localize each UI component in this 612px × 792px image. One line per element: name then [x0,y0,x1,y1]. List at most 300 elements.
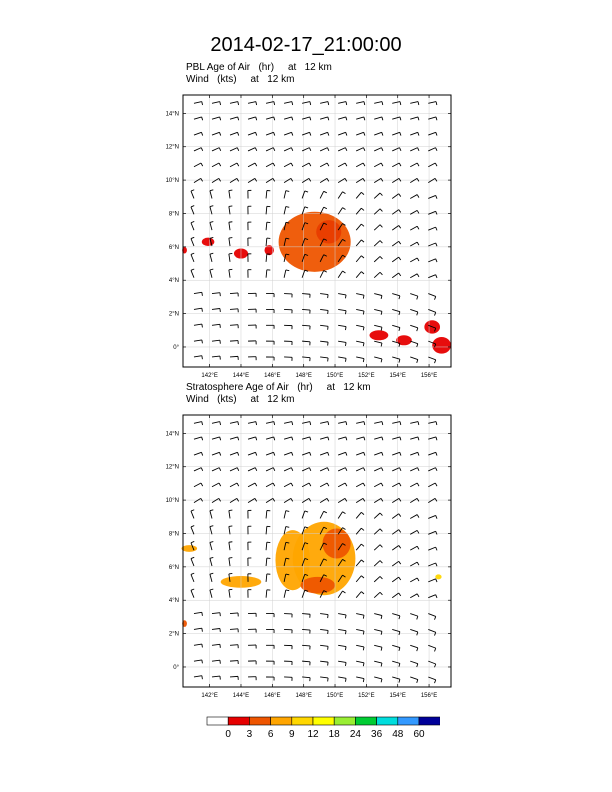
y-tick-label: 2°N [168,311,179,318]
wind-barb-feather [363,163,365,166]
wind-barb [284,148,293,151]
wind-barb-feather [305,207,308,208]
wind-barb-shaft [212,163,219,167]
wind-barb-shaft [320,483,327,487]
wind-barb-feather [210,526,213,527]
wind-barb-shaft [210,558,212,566]
wind-barb-shaft [194,437,202,439]
wind-barb-feather [202,308,203,311]
wind-barb [229,558,232,566]
wind-barb [230,613,238,616]
wind-barb-shaft [284,590,286,598]
wind-barb [248,102,257,105]
wind-barb [410,677,418,683]
wind-barb-feather [345,615,346,618]
wind-barb-feather [436,515,437,518]
wind-barb-feather [256,132,257,135]
wind-barb-shaft [410,661,418,664]
wind-barb-shaft [428,132,436,135]
wind-barb-shaft [410,163,417,167]
wind-barb-shaft [248,163,255,167]
wind-barb [338,132,347,135]
wind-barb-feather [191,589,194,590]
wind-barb-shaft [392,629,400,631]
wind-barb-shaft [374,178,381,182]
wind-barb-shaft [191,254,194,261]
wind-barb [248,422,257,425]
wind-barb-shaft [284,511,286,519]
wind-barb [194,132,203,135]
wind-barb [374,592,382,597]
wind-barb-shaft [266,254,267,262]
wind-barb [229,269,232,277]
wind-barb-feather [417,360,418,363]
wind-barb [266,590,270,598]
wind-barb-feather [436,579,437,582]
wind-barb-shaft [410,325,418,328]
y-tick-label: 4°N [168,598,179,605]
wind-barb-shaft [356,178,363,182]
wind-barb [374,341,382,346]
wind-barb-feather [237,483,239,486]
wind-barb [320,132,329,135]
wind-barb-shaft [248,178,255,182]
wind-barb-shaft [284,191,286,199]
wind-barb [284,357,292,361]
wind-barb-shaft [428,629,435,632]
wind-barb [248,558,251,566]
wind-barb [248,309,256,312]
wind-barb-shaft [428,102,436,104]
wind-barb [266,629,274,633]
wind-barb-feather [201,132,202,135]
wind-barb [191,269,194,278]
wind-barb-feather [345,358,346,361]
wind-barb-shaft [212,468,219,471]
wind-barb-shaft [210,222,212,230]
wind-barb-feather [256,102,257,105]
wind-barb-feather [345,647,346,650]
wind-barb [374,576,382,581]
wind-barb [338,498,347,502]
wind-barb [284,614,292,618]
wind-barb-shaft [210,527,212,535]
wind-barb-feather [380,513,382,516]
panel2-header-line2 [186,394,294,406]
wind-barb-shaft [284,102,292,104]
wind-barb [320,117,329,120]
colorbar-swatch [419,717,440,725]
wind-barb-feather [255,468,256,471]
wind-barb-shaft [338,645,346,646]
wind-barb [266,661,274,665]
wind-barb-shaft [230,468,237,471]
wind-barb-shaft [229,270,230,278]
wind-barb-shaft [302,178,309,182]
wind-barb-shaft [302,294,310,295]
wind-barb-feather [363,615,364,618]
y-tick-label: 6°N [168,244,179,251]
wind-barb [248,661,256,664]
wind-barb-shaft [392,309,400,311]
wind-barb-shaft [229,191,230,199]
wind-barb [374,498,383,502]
wind-barb [338,102,347,105]
wind-barb-shaft [374,309,382,311]
wind-barb [210,526,213,535]
wind-barb [392,294,400,300]
wind-barb [320,452,329,455]
wind-barb [212,452,221,455]
wind-barb-feather [345,678,346,681]
wind-barb-feather [382,117,383,120]
wind-barb-shaft [302,357,310,358]
page-title: 2014-02-17_21:00:00 [210,34,402,56]
wind-barb [284,309,292,313]
wind-barb-shaft [428,468,435,471]
wind-barb-shaft [194,132,202,135]
wind-barb [428,294,435,300]
wind-barb-feather [256,437,257,440]
wind-barb-feather [324,207,327,209]
wind-barb-feather [309,148,310,151]
wind-barb-feather [436,211,437,214]
wind-barb-feather [399,545,401,548]
y-tick-label: 12°N [165,144,179,151]
wind-barb-feather [382,452,383,455]
wind-barb [374,148,383,151]
x-tick-label: 144°E [232,373,250,379]
wind-barb [392,561,401,566]
wind-barb-shaft [302,614,310,615]
wind-barb [410,645,418,651]
wind-barb-shaft [212,102,220,104]
wind-barb-feather [400,102,401,105]
wind-barb [320,191,327,198]
wind-barb-shaft [266,526,267,534]
panel2-level: 12 km [343,382,371,393]
wind-barb-shaft [374,272,380,277]
wind-barb-feather [310,437,311,440]
wind-barb-feather [191,541,194,542]
panel2-wind-units: (kts) [217,394,237,405]
wind-barb [248,341,256,344]
wind-barb-feather [417,594,419,597]
wind-barb [284,590,289,598]
wind-barb [248,325,256,328]
wind-barb [374,561,382,566]
wind-barb-shaft [230,676,238,677]
wind-barb [356,325,364,330]
wind-barb-feather [381,296,382,299]
wind-barb-shaft [428,275,435,278]
wind-barb [191,557,194,566]
wind-barb-shaft [410,195,417,199]
wind-barb-shaft [284,163,291,167]
wind-barb [266,341,274,345]
wind-barb [356,512,364,518]
wind-barb-feather [305,511,308,512]
wind-barb [191,589,194,598]
wind-barb-feather [305,191,308,192]
wind-barb-shaft [320,629,328,630]
wind-barb [212,660,220,663]
wind-barb-feather [210,206,213,207]
wind-barb [410,294,418,300]
wind-barb-feather [292,102,293,105]
wind-barb-shaft [356,422,364,424]
wind-barb-shaft [229,542,230,550]
wind-barb-shaft [374,483,381,487]
wind-barb [428,275,437,278]
wind-barb-feather [363,343,364,346]
wind-barb [191,221,194,230]
wind-barb [284,422,293,425]
wind-barb-feather [220,117,221,120]
wind-barb [428,629,435,635]
wind-barb [284,661,292,665]
wind-barb [212,468,221,471]
wind-barb-feather [380,545,382,548]
wind-barb [338,294,346,299]
wind-barb [194,308,202,311]
wind-barb-shaft [392,483,399,487]
wind-barb-feather [436,227,437,230]
wind-barb-shaft [356,560,361,566]
wind-barb [248,437,257,440]
wind-barb-shaft [266,498,273,502]
wind-barb [410,515,419,519]
wind-barb-shaft [284,468,291,471]
wind-barb-shaft [374,498,381,502]
wind-barb [428,309,435,315]
wind-barb-shaft [374,576,380,581]
wind-barb-shaft [248,132,256,135]
wind-barb-shaft [428,117,436,119]
wind-barb-feather [380,256,382,259]
wind-barb-shaft [392,661,400,663]
wind-barb [230,629,238,632]
wind-barb-shaft [194,324,202,325]
y-tick-label: 2°N [168,631,179,638]
colorbar-swatch [398,717,419,725]
wind-barb-shaft [410,594,417,598]
wind-barb [392,593,401,598]
wind-barb-feather [418,102,419,105]
wind-barb [410,258,419,262]
wind-barb-feather [399,194,401,197]
wind-barb-feather [400,132,401,135]
wind-barb [338,468,347,471]
wind-barb-feather [343,591,346,593]
wind-barb-shaft [410,132,418,135]
wind-barb-shaft [338,357,346,358]
wind-barb-shaft [302,483,309,487]
wind-barb [230,102,239,105]
wind-barb-feather [256,422,257,425]
wind-barb-shaft [210,590,212,598]
wind-barb [266,294,274,298]
wind-barb-feather [399,312,400,315]
wind-barb [302,511,308,519]
wind-barb [428,243,437,246]
wind-barb [338,591,345,598]
colorbar-label: 3 [246,729,253,740]
wind-barb-shaft [410,178,417,182]
wind-barb-feather [191,190,194,191]
wind-barb-shaft [320,102,328,104]
contour-region [435,574,441,579]
wind-barb [266,437,275,440]
wind-barb [191,510,194,519]
colorbar-label: 18 [328,729,340,740]
wind-barb-shaft [230,309,238,310]
wind-barb [428,132,437,135]
wind-barb [302,645,310,649]
contour-region [279,212,351,272]
wind-barb-feather [274,422,275,425]
wind-barb-shaft [410,629,418,632]
wind-barb-feather [292,437,293,440]
wind-barb-shaft [248,437,256,439]
panel1-units: (hr) [258,62,275,73]
wind-barb-feather [399,514,401,517]
y-tick-label: 4°N [168,278,179,285]
wind-barb [230,676,238,679]
wind-barb-shaft [284,437,292,439]
contour-region [396,335,412,345]
x-tick-label: 154°E [389,693,406,699]
wind-barb-shaft [266,163,273,167]
wind-barb-shaft [230,102,238,104]
wind-barb-shaft [338,294,346,295]
wind-barb-feather [202,292,203,295]
wind-barb-shaft [230,325,238,326]
wind-barb-shaft [212,437,220,439]
colorbar-swatch [207,717,228,725]
wind-barb-shaft [212,132,220,135]
wind-barb-feather [380,209,382,212]
wind-barb-feather [191,510,194,511]
wind-barb [194,483,203,487]
wind-barb-shaft [428,563,435,566]
panel1-wind-field: Wind [186,74,209,85]
wind-barb [191,253,194,262]
wind-barb-feather [399,241,401,244]
wind-barb [284,645,292,649]
wind-barb-shaft [284,178,291,182]
x-tick-label: 146°E [264,693,281,699]
wind-barb [392,468,401,471]
wind-barb [302,590,308,598]
wind-barb [392,102,401,105]
wind-barb-shaft [356,452,364,455]
wind-barb-feather [399,483,401,486]
wind-barb-feather [237,148,238,151]
wind-barb-shaft [374,256,380,261]
wind-barb-shaft [356,544,361,550]
wind-barb-feather [210,573,213,574]
wind-barb-shaft [356,132,364,135]
wind-barb-feather [345,468,346,471]
wind-barb-shaft [320,614,328,615]
wind-barb-shaft [356,468,363,471]
wind-barb-shaft [338,309,346,310]
wind-barb-feather [191,269,194,270]
wind-barb [410,357,418,363]
wind-barb-shaft [320,341,328,342]
wind-barb-feather [363,295,364,298]
wind-barb-shaft [302,148,309,151]
wind-barb [392,514,401,519]
wind-barb-feather [273,148,274,151]
wind-barb [302,677,310,681]
wind-barb-feather [364,117,365,120]
wind-barb-shaft [302,645,310,646]
y-tick-label: 14°N [165,111,179,118]
wind-barb-shaft [428,259,435,262]
wind-barb-shaft [266,542,267,550]
wind-barb [194,148,203,151]
wind-barb [428,437,437,440]
wind-barb-feather [381,631,382,634]
wind-barb-shaft [230,437,238,439]
wind-barb [229,222,232,230]
wind-barb-feather [191,237,194,238]
wind-barb [248,293,256,296]
wind-barb [212,356,220,359]
wind-barb-feather [202,324,203,327]
wind-barb [212,178,221,182]
wind-barb [410,422,419,425]
panel1-wind-units: (kts) [217,74,237,85]
wind-barb-feather [436,547,437,550]
wind-barb [212,676,220,679]
wind-barb [212,644,220,647]
wind-barb [428,102,437,105]
wind-barb [302,498,311,502]
wind-barb-shaft [191,207,194,214]
wind-barb-shaft [410,102,418,104]
wind-barb [248,222,251,230]
wind-barb [392,148,401,151]
wind-barb-feather [210,510,213,511]
wind-barb [410,117,419,120]
wind-barb-shaft [428,437,436,439]
wind-barb-shaft [356,677,364,679]
wind-barb [374,102,383,105]
wind-barb-feather [238,102,239,105]
wind-barb-feather [324,271,327,273]
wind-barb-shaft [410,562,417,566]
panel1-field: PBL Age of Air [186,62,251,73]
wind-barb [392,629,400,635]
wind-barb [428,211,437,214]
wind-barb [428,498,437,502]
wind-barb [356,178,365,182]
wind-barb-shaft [266,190,267,198]
wind-barb-shaft [212,483,219,487]
wind-barb-feather [286,527,289,528]
wind-barb-feather [238,437,239,440]
wind-barb-feather [418,452,419,455]
wind-barb-shaft [194,468,201,471]
wind-barb [374,163,383,167]
wind-barb-feather [363,483,365,486]
panel1-header-line1 [186,62,332,74]
wind-barb [356,560,364,566]
wind-barb-shaft [428,483,435,487]
